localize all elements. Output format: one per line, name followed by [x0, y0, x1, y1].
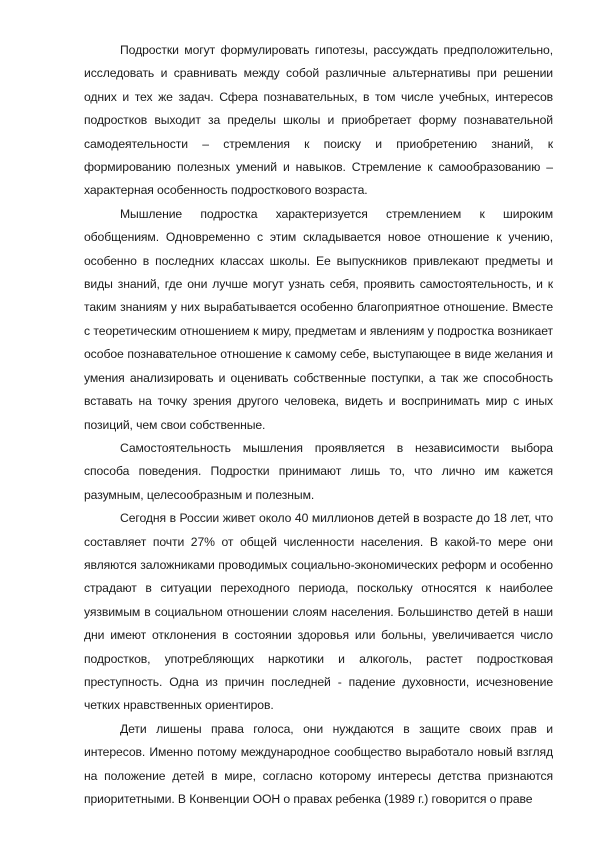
document-body: [84, 39, 553, 811]
paragraph-2: Мышление подростка характеризуется стремлением к широким обобщениям. Одновременно с этим складывается новое отношение к учению, особенно в последних классах школы. Ее выпускников привлекают предметы и виды знаний, где они лучше могут узнать себя, проявить самостоятельность, и к таким знаниям у них вырабатывается особенно благоприятное отношение. Вместе с теоретическим отношением к миру, предметам и явлениям у подростка возникает особое познавательное отношение к самому себе, выступающее в виде желания и умения анализировать и оценивать собственные поступки, а так же способность вставать на точку зрения другого человека, видеть и воспринимать мир с иных позиций, чем свои собственные.: [84, 206, 553, 432]
paragraph-3: Самостоятельность мышления проявляется в независимости выбора способа поведения. Подростки принимают лишь то, что лично им кажется разумным, целесообразным и полезным.: [84, 440, 553, 502]
paragraph-5: Дети лишены права голоса, они нуждаются в защите своих прав и интересов. Именно потому международное сообщество выработало новый взгляд на положение детей в мире, согласно которому интересы детства признаются приоритетными. В Конвенции ООН о правах ребенка (1989 г.) говорится о праве: [84, 721, 553, 806]
paragraph-1: Подростки могут формулировать гипотезы, рассуждать предположительно, исследовать и сравнивать между собой различные альтернативы при решении одних и тех же задач. Сфера познавательных, в том числе учебных, интересов подростков выходит за пределы школы и приобретает форму познавательной самодеятельности – стремления к поиску и приобретению знаний, к формированию полезных умений и навыков. Стремление к самообразованию – характерная особенность подросткового возраста.: [84, 43, 553, 198]
paragraph-4: Сегодня в России живет около 40 миллионов детей в возрасте до 18 лет, что составляет почти 27% от общей численности населения. В какой-то мере они являются заложниками проводимых социально-экономических реформ и особенно страдают в ситуации переходного периода, поскольку относятся к наиболее уязвимым в социальном отношении слоям населения. Большинство детей в наши дни имеют отклонения в состоянии здоровья или больны, увеличивается число подростков, употребляющих наркотики и алкоголь, растет подростковая преступность. Одна из причин последней - падение духовности, исчезновение четких нравственных ориентиров.: [84, 511, 553, 713]
